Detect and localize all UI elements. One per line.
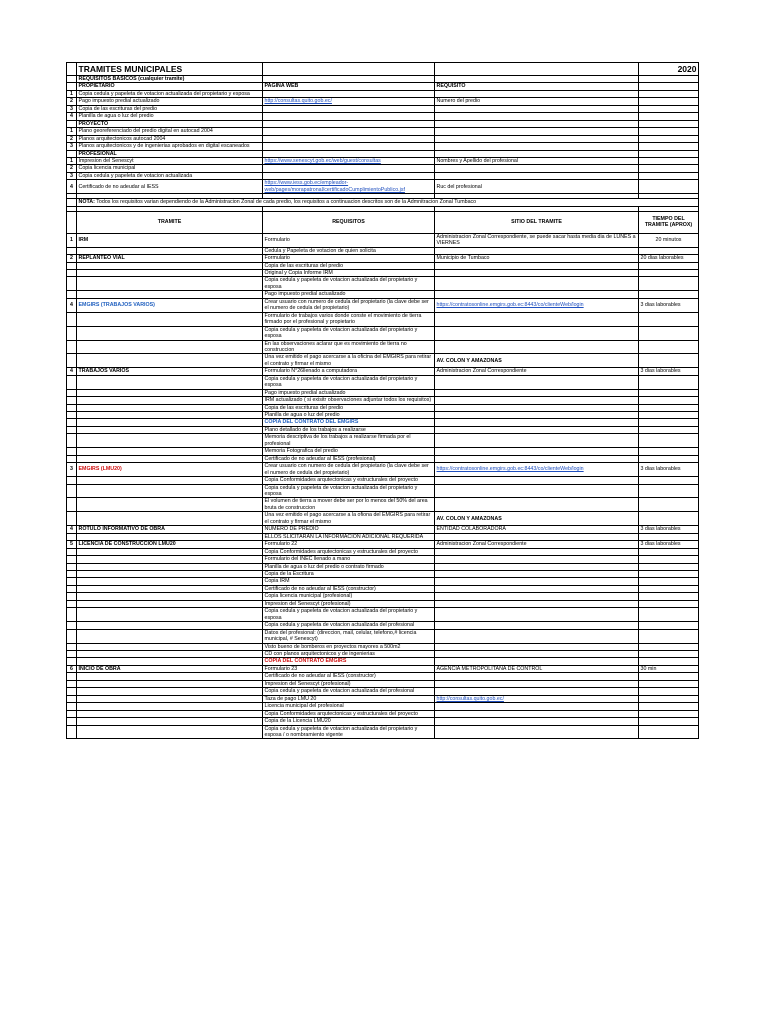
emgirs_tv-row: [67, 326, 699, 340]
requirement-item: Formulario de trabajos varios donde conste el movimiento de tierra firmado por el profesional y propietario: [263, 312, 435, 326]
requirement-text: Planilla de agua o luz del predio: [77, 113, 263, 120]
licencia-row: [67, 548, 699, 555]
row-number: 4: [67, 113, 77, 120]
web-link[interactable]: http://consultas.quito.gob.ec/: [263, 98, 435, 105]
professional-row: [67, 165, 699, 172]
requirement-field: [435, 90, 639, 97]
inicio-row: [67, 665, 699, 672]
licencia-row: [67, 629, 699, 643]
owner-row: [67, 105, 699, 112]
procedure-name: EMGIRS (LMU20): [77, 463, 263, 477]
procedure-time: 3 dias laborables: [639, 298, 699, 312]
requirement-item: Formulario del INEC llenado a mano: [263, 556, 435, 563]
requirement-item: Copia de la Licencia LMU20: [263, 718, 435, 725]
licencia-row: [67, 608, 699, 622]
procedure-site-link[interactable]: https://contratosonline.emgirs.gob.ec:8443/co/clienteWeb/login: [435, 463, 639, 477]
licencia-row: [67, 585, 699, 592]
requirement-item: Copia de las escrituras del predio: [263, 262, 435, 269]
requirement-item: Copia cedula y papeleta de votacion actualizada del propietario y esposa: [263, 608, 435, 622]
rotulo-row: [67, 526, 699, 533]
note-row: [67, 199, 699, 206]
procedure-name: IRM: [77, 233, 263, 247]
professional-row: [67, 157, 699, 164]
web-link[interactable]: https://www.senescyt.gob.ec/web/guest/consultas: [263, 157, 435, 164]
row-number: 1: [67, 90, 77, 97]
row-number: 4: [67, 180, 77, 194]
emgirs_tv-row: [67, 312, 699, 326]
requirement-item: Una vez emitido el pago acercarse a la ofiona del EMGIRS para retirar el contrato y firmar el mismo: [263, 512, 435, 526]
row-number: 2: [67, 165, 77, 172]
requirement-text: Copia de las escrituras del predio: [77, 105, 263, 112]
trabajos_varios-row: [67, 448, 699, 455]
requirement-field: [435, 113, 639, 120]
procedure-number: 1: [67, 233, 77, 247]
requirement-text: Copia cedula y papeleta de votacion actualizada del propietario y esposa: [77, 90, 263, 97]
irm-row: [67, 247, 699, 254]
procedure-site: Administracion Zonal Correspondiente: [435, 368, 639, 375]
inicio-row: [67, 703, 699, 710]
requirement-item: Copia licencia municipal (profesional): [263, 593, 435, 600]
requirement-item: Planilla de agua o luz del predio: [263, 412, 435, 419]
owner-row: [67, 90, 699, 97]
note: NOTA: Todos los requisitos varian dependiendo de la Administracion Zonal de cada predio, los requisitos a continuacion descritos son de la Admnitracion Zonal Tumbaco: [77, 199, 699, 206]
requirement-text: Copia licencia municipal: [77, 165, 263, 172]
trabajos_varios-row: [67, 404, 699, 411]
procedure-office-address: AV. COLON Y AMAZONAS: [435, 354, 639, 368]
requirement-field: Numero del predio: [435, 98, 639, 105]
requirement-item: Pago impuesto predial actualizado: [263, 389, 435, 396]
col-requisitos: REQUISITOS: [263, 211, 435, 233]
procedure-number: 2: [67, 255, 77, 262]
col-sitio: SITIO DEL TRAMITE: [435, 211, 639, 233]
procedure-number: 3: [67, 463, 77, 477]
requirement-item: En las observaciones aclarar que es movimiento de tierra no construccion: [263, 340, 435, 354]
procedure-time: 20 dias laborables: [639, 255, 699, 262]
trabajos_varios-row: [67, 455, 699, 462]
trabajos_varios-row: [67, 434, 699, 448]
emgirs_tv-row: [67, 354, 699, 368]
requirement-item: Copia cedula y papeleta de votacion actualizada del propietario y esposa: [263, 326, 435, 340]
procedure-time: 20 minutos: [639, 233, 699, 247]
requirement-item: Formulario: [263, 233, 435, 247]
inicio-row: [67, 673, 699, 680]
emgirs_lmu-row: [67, 512, 699, 526]
emgirs_tv-row: [67, 340, 699, 354]
requirement-item: Licencia municipal del profesional: [263, 703, 435, 710]
irm-row: [67, 233, 699, 247]
row-number: 3: [67, 143, 77, 150]
requirement-field: [435, 165, 639, 172]
procedure-site: Administracion Zonal Correspondiente: [435, 541, 639, 548]
web-cell: [263, 172, 435, 179]
procedures-section: [67, 233, 699, 739]
requirement-text: Planos arquitectonicos autocad 2004: [77, 135, 263, 142]
emgirs_lmu-row: [67, 484, 699, 498]
licencia-row: [67, 643, 699, 650]
web-cell: [263, 113, 435, 120]
web-cell: [263, 90, 435, 97]
professional-row: [67, 180, 699, 194]
row-number: 2: [67, 135, 77, 142]
header-row-basic: [67, 83, 699, 90]
requirement-item: ELLOS SLICITARAN LA INFORMACION ADICIONAL REQUERIDA: [263, 533, 435, 540]
procedure-office-address: AV. COLON Y AMAZONAS: [435, 512, 639, 526]
row-number: 3: [67, 105, 77, 112]
licencia-row: [67, 563, 699, 570]
requirement-item: IRM actualizado ( si exisitr observaciones adjuntar todos los requisitos): [263, 397, 435, 404]
requirement-item: CD con planos arquitectonicos y de ingenierias: [263, 650, 435, 657]
replanteo-row: [67, 277, 699, 291]
col-tramite: TRAMITE: [77, 211, 263, 233]
procedure-number: 4: [67, 526, 77, 533]
requirement-item: Planilla de agua o luz del predio o contrato firmado: [263, 563, 435, 570]
requirement-item: Copia Conformidades arqutectonicas y estructurales del proyecto: [263, 710, 435, 717]
requirement-text: Certificado de no adeudar al IESS: [77, 180, 263, 194]
requirement-item: Plano detallado de los trabajos a realizarse: [263, 426, 435, 433]
requirement-item: COPIA DEL CONTRATO DEL EMGIRS: [263, 419, 435, 426]
basic-requirements-label: REQUISITOS BASICOS (cualquier tramite): [77, 76, 263, 83]
procedure-number: 4: [67, 298, 77, 312]
licencia-row: [67, 622, 699, 629]
requirement-item: Crear usuario con numero de cedula del propietario (la clave debe ser el numero de cedula del propietario): [263, 463, 435, 477]
procedure-name: LICENCIA DE CONSTRUCCION LMU20: [77, 541, 263, 548]
replanteo-row: [67, 269, 699, 276]
web-link[interactable]: https://www.iess.gob.ec/empleador-web/pages/morapatronal/certificadoCumplimientoPublico.jsf: [263, 180, 435, 194]
procedure-site: AGENCIA METROPOLITANA DE CONTROL: [435, 665, 639, 672]
procedure-number: 5: [67, 541, 77, 548]
requirement-item: Certificado de no adeudar al IESS (profesional): [263, 455, 435, 462]
procedure-time: 3 dias laborables: [639, 463, 699, 477]
licencia-row: [67, 578, 699, 585]
inicio-row: [67, 725, 699, 739]
header-row-procedures: [67, 211, 699, 233]
procedure-site: Municipio de Tumbaco: [435, 255, 639, 262]
emgirs_lmu-row: [67, 498, 699, 512]
requirement-item: Copia Conformidades arqutectonicas y estructurales del proyecto: [263, 477, 435, 484]
row-number: 2: [67, 98, 77, 105]
requirement-text: Pago impuesto predial actualizado: [77, 98, 263, 105]
professional-section: [67, 157, 699, 193]
requirement-item: Pago impuesto predial actualizado: [263, 291, 435, 298]
inicio-row: [67, 688, 699, 695]
replanteo-row: [67, 255, 699, 262]
owner-row: [67, 113, 699, 120]
requirement-item: Copia de la Escritura: [263, 571, 435, 578]
replanteo-row: [67, 262, 699, 269]
emgirs_tv-row: [67, 298, 699, 312]
trabajos_varios-row: [67, 419, 699, 426]
procedure-name: INICIO DE OBRA: [77, 665, 263, 672]
licencia-row: [67, 658, 699, 665]
procedure-time: 3 dias laborables: [639, 526, 699, 533]
requirement-item: Una vez emitido el pago acercarse a la oficina del EMGIRS para retirar el contrato y firmar el mismo: [263, 354, 435, 368]
requirement-item: Impresion del Senescyt (profesional): [263, 600, 435, 607]
requirement-item: Copia cedula y papeleta de votacion actualizada del propietario y esposa: [263, 277, 435, 291]
sheet-year: 2020: [639, 63, 699, 76]
licencia-row: [67, 593, 699, 600]
sheet-title: TRAMITES MUNICIPALES: [77, 63, 263, 76]
requirement-item: Certificado de no adeudar al IESS (constructor): [263, 585, 435, 592]
tramites-table: [66, 62, 699, 739]
requirement-item: COPIA DEL CONTRATO EMGIRS: [263, 658, 435, 665]
requirement-text: Plano georeferenciado del predio digital en autocad 2004: [77, 128, 263, 135]
procedure-time: 3 dias laborables: [639, 368, 699, 375]
inicio-row: [67, 680, 699, 687]
requirement-field: Nombres y Apellido del profesional: [435, 157, 639, 164]
col-requisito: REQUISITO: [435, 83, 639, 90]
rotulo-row: [67, 533, 699, 540]
procedure-name: TRABAJOS VARIOS: [77, 368, 263, 375]
trabajos_varios-row: [67, 389, 699, 396]
requirement-item: Copia cedula y papeleta de votacion actualizada del propietario y esposa: [263, 375, 435, 389]
project-label: PROYECTO: [77, 120, 263, 127]
requirement-text: Impresion del Senescyt: [77, 157, 263, 164]
procedure-site: ENTIDAD COLABORADORA: [435, 526, 639, 533]
col-propietario: PROPIETARIO: [77, 83, 263, 90]
row-number: 3: [67, 172, 77, 179]
project-section: [67, 128, 699, 150]
requirement-item: Formulario 22: [263, 541, 435, 548]
requirement-item: Formulario 23: [263, 665, 435, 672]
procedure-time: 30 min: [639, 665, 699, 672]
requirement-item: Visto bueno de bomberos en proyectos mayores a 500m2: [263, 643, 435, 650]
project-row: [67, 135, 699, 142]
payment-link[interactable]: http://consultas.quito.gob.ec/: [435, 695, 639, 702]
procedure-number: 6: [67, 665, 77, 672]
requirement-item: Taza de pago LMU 20: [263, 695, 435, 702]
requirement-field: [435, 105, 639, 112]
procedure-site: Administracion Zonal Correspondiente, se puede sacar hasta media dia de LUNES a VIERNES: [435, 233, 639, 247]
professional-label: PROFESIONAL: [77, 150, 263, 157]
requirement-item: Formulario N°26llenado a computadora: [263, 368, 435, 375]
requirement-field: [435, 172, 639, 179]
inicio-row: [67, 718, 699, 725]
requirement-item: Copia cedula y papeleta de votacion actualizada del propietario y esposa / o nombramiento vigente: [263, 725, 435, 739]
licencia-row: [67, 556, 699, 563]
procedure-name: ROTULO INFORMATIVO DE OBRA: [77, 526, 263, 533]
requirement-text: Planos arquitectonicos y de ingenierias aprobados en digital escaneados: [77, 143, 263, 150]
procedure-number: 4: [67, 368, 77, 375]
requirement-item: Copia IRM: [263, 578, 435, 585]
requirement-item: Memoria Fotografica del predio: [263, 448, 435, 455]
emgirs_lmu-row: [67, 477, 699, 484]
procedure-site-link[interactable]: https://contratosonline.emgirs.gob.ec:8443/co/clienteWeb/login: [435, 298, 639, 312]
title-row: [67, 63, 699, 76]
procedure-name: EMGIRS (TRABAJOS VARIOS): [77, 298, 263, 312]
requirement-item: Original y Copia Informe IRM: [263, 269, 435, 276]
emgirs_lmu-row: [67, 463, 699, 477]
inicio-row: [67, 695, 699, 702]
web-cell: [263, 105, 435, 112]
requirement-item: Copia cedula y papeleta de votacion actualizada del propietario y esposa: [263, 484, 435, 498]
requirement-item: Crear usuario con numero de cedula del propietario (la clave debe ser el numero de cedula del propietario): [263, 298, 435, 312]
trabajos_varios-row: [67, 368, 699, 375]
requirement-item: Copia cedula y papeleta de votacion actualizada del profesional: [263, 622, 435, 629]
licencia-row: [67, 650, 699, 657]
trabajos_varios-row: [67, 397, 699, 404]
requirement-item: Memoria descriptiva de los trabajos a realizarse firmada por el profesional: [263, 434, 435, 448]
col-tiempo: TIEMPO DEL TRAMITE (APROX): [639, 211, 699, 233]
web-cell: [263, 165, 435, 172]
trabajos_varios-row: [67, 375, 699, 389]
professional-row: [67, 172, 699, 179]
project-row: [67, 128, 699, 135]
requirement-field: Ruc del profesional: [435, 180, 639, 194]
inicio-row: [67, 710, 699, 717]
col-pagina-web: PAGINA WEB: [263, 83, 435, 90]
requirement-item: Copia de las escrituras del predio: [263, 404, 435, 411]
requirement-item: Datos del profesional: (direccion, mail, celular, telefono,# licencia municipal, # Senescyt): [263, 629, 435, 643]
requirement-item: NUMERO DE PREDIO: [263, 526, 435, 533]
owner-row: [67, 98, 699, 105]
requirement-text: Copia cedula y papeleta de votacion actualizada: [77, 172, 263, 179]
licencia-row: [67, 541, 699, 548]
replanteo-row: [67, 291, 699, 298]
trabajos_varios-row: [67, 426, 699, 433]
trabajos_varios-row: [67, 412, 699, 419]
procedure-name: REPLANTEO VIAL: [77, 255, 263, 262]
row-number: 1: [67, 128, 77, 135]
procedure-time: 3 dias laborables: [639, 541, 699, 548]
owner-section: [67, 90, 699, 120]
requirement-item: Certificado de no adeudar al IESS (constructor): [263, 673, 435, 680]
requirement-item: Cedula y Papeleta de votacion de quien solicita: [263, 247, 435, 254]
requirement-item: Impresion del Senescyt (profesional): [263, 680, 435, 687]
licencia-row: [67, 600, 699, 607]
row-number: 1: [67, 157, 77, 164]
requirement-item: El volumen de tierra a mover debe ser por lo menos del 50% del area bruta de construccion: [263, 498, 435, 512]
project-row: [67, 143, 699, 150]
requirement-item: Copia Conformidades arqutectonicas y estructurales del proyecto: [263, 548, 435, 555]
requirement-item: Copia cedula y papeleta de votacion actualizada del profesional: [263, 688, 435, 695]
licencia-row: [67, 571, 699, 578]
requirement-item: Formulario: [263, 255, 435, 262]
